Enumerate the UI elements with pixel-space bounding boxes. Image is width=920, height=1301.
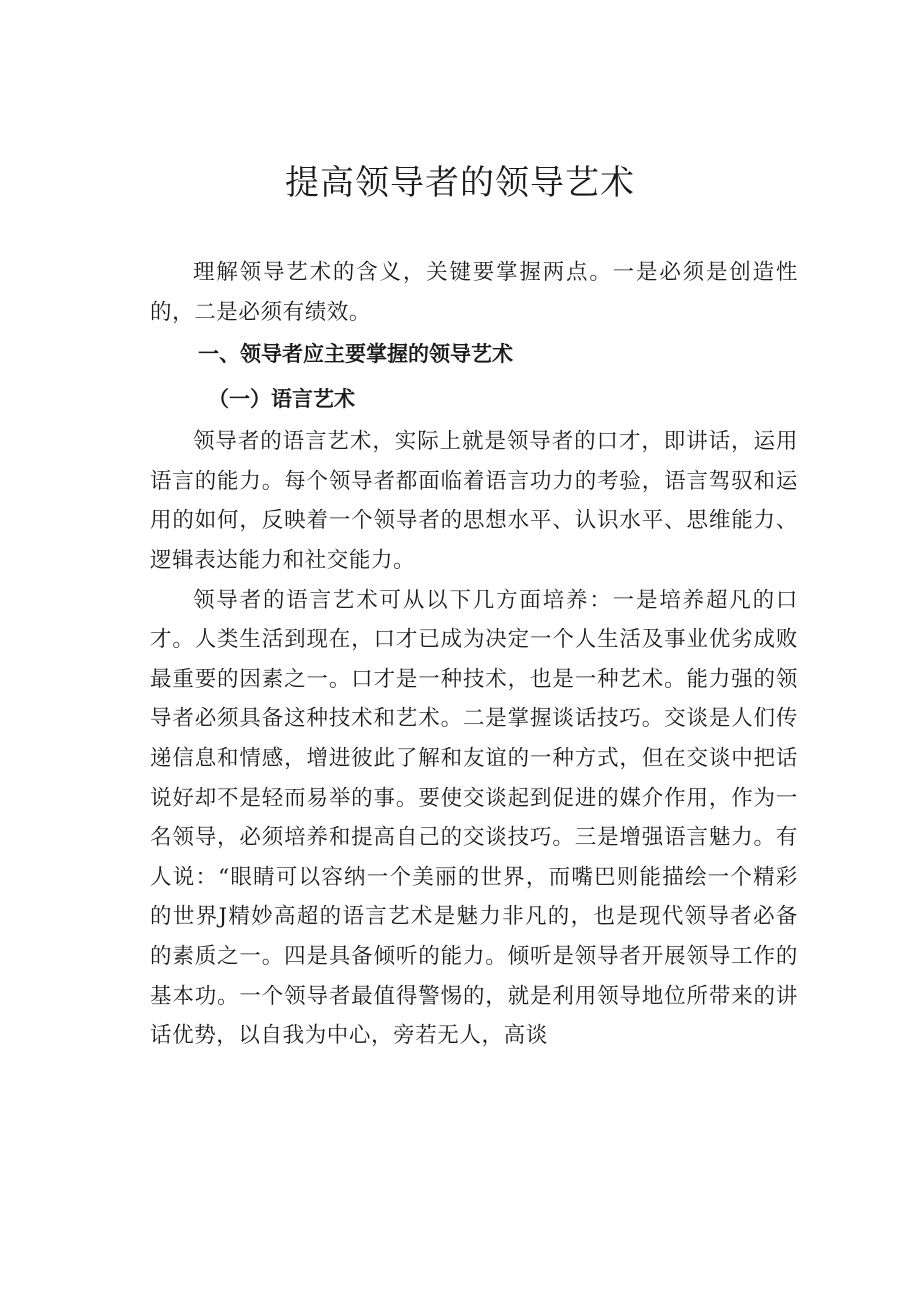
body-paragraph-1: 领导者的语言艺术，实际上就是领导者的口才，即讲话，运用语言的能力。每个领导者都面临着语言功力的考验，语言驾驭和运用的如何，反映着一个领导者的思想水平、认识水平、思维能力、逻辑表达能力和社交能力。 (150, 429, 798, 573)
intro-paragraph: 理解领导艺术的含义，关键要掌握两点。一是必须是创造性的，二是必须有绩效。 (150, 260, 798, 325)
subsection-heading: （一）语言艺术 (208, 387, 355, 412)
section-heading: 一、领导者应主要掌握的领导艺术 (198, 342, 513, 367)
body-paragraph-2: 领导者的语言艺术可从以下几方面培养：一是培养超凡的口才。人类生活到现在，口才已成为决定一个人生活及事业优劣成败最重要的因素之一。口才是一种技术，也是一种艺术。能力强的领导者必须具备这种技术和艺术。二是掌握谈话技巧。交谈是人们传递信息和情感，增进彼此了解和友谊的一种方式，但在交谈中把话说好却不是轻而易举的事。要使交谈起到促进的媒介作用，作为一名领导，必须培养和提高自己的交谈技巧。三是增强语言魅力。有人说：“眼睛可以容纳一个美丽的世界，而嘴巴则能描绘一个精彩的世界J精妙高超的语言艺术是魅力非凡的，也是现代领导者必备的素质之一。四是具备倾听的能力。倾听是领导者开展领导工作的基本功。一个领导者最值得警惕的，就是利用领导地位所带来的讲话优势，以自我为中心，旁若无人，高谈 (150, 587, 798, 1049)
document-body (150, 253, 798, 1056)
document-title: 提高领导者的领导艺术 (285, 163, 635, 203)
